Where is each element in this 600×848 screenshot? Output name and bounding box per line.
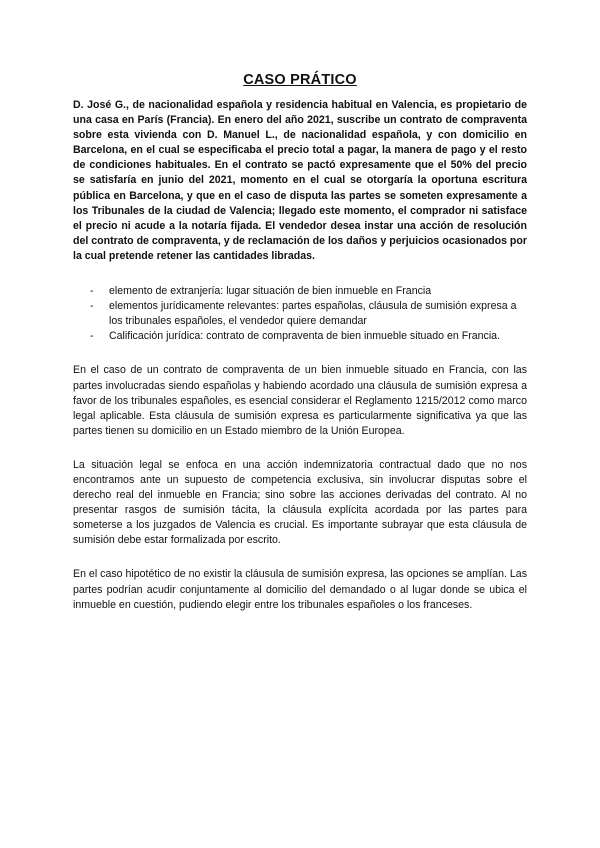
paragraph-legal-situation: La situación legal se enfoca en una acción indemnizatoria contractual dado que no nos encontramos ante un supuesto de competencia exclusiva, sin involucrar disputas sobre el derecho real del inmueble en Francia; sino sobre las acciones derivadas del contrato. Al no presentar rasgos de sumisión tácita, la cláusula explícita acordada por las partes para someterse a los juzgados de Valencia es crucial. Es importante subrayar que esta cláusula de sumisión debe estar formalizada por escrito.	[73, 458, 527, 547]
list-item-text: elemento de extranjería: lugar situación de bien inmueble en Francia	[109, 285, 432, 298]
list-item	[73, 299, 527, 329]
paragraph-hypothetical: En el caso hipotético de no existir la cláusula de sumisión expresa, las opciones se amplían. Las partes podrían acudir conjuntamente al domicilio del demandado o al lugar donde se ubica el inmueble en cuestión, pudiendo elegir entre los tribunales españoles o los franceses.	[73, 568, 527, 611]
list-marker: -	[90, 330, 94, 343]
document-title: CASO PRÁTICO	[243, 72, 357, 88]
list-marker: -	[90, 300, 94, 313]
paragraph-legal-framework: En el caso de un contrato de compraventa de un bien inmueble situado en Francia, con las partes involucradas siendo españolas y habiendo acordado una cláusula de sumisión expresa a favor de los tribunales españoles, es esencial considerar el Reglamento 1215/2012 como marco legal aplicable. Esta cláusula de sumisión expresa es particularmente significativa ya que las partes tienen su domicilio en un Estado miembro de la Unión Europea.	[73, 364, 527, 437]
analysis-list	[73, 284, 527, 344]
case-statement: D. José G., de nacionalidad española y residencia habitual en Valencia, es propietario de una casa en París (Francia). En enero del año 2021, suscribe un contrato de compraventa sobre esta vivienda con D. Manuel L., de nacionalidad española, y con domicilio en Barcelona, en el cual se especificaba el precio total a pagar, la manera de pago y el resto de condiciones habituales. En el contrato se pactó expresamente que el 50% del precio se satisfaría en junio del 2021, momento en el cual se otorgaría la oportuna escritura pública en Barcelona, y que en el caso de disputa las partes se someten expresamente a los Tribunales de la ciudad de Valencia; llegado este momento, el comprador ni satisface el precio ni acude a la notaría fijada. El vendedor desea instar una acción de resolución del contrato de compraventa, y de reclamación de los daños y perjuicios ocasionados por la cual pretende retener las cantidades libradas.	[73, 99, 527, 262]
list-marker: -	[90, 285, 94, 298]
list-item-text: Calificación jurídica: contrato de compraventa de bien inmueble situado en Francia.	[109, 330, 501, 343]
list-item	[73, 329, 527, 344]
list-item	[73, 284, 527, 299]
list-item-text: elementos jurídicamente relevantes: partes españolas, cláusula de sumisión expresa a los tribunales españoles, el vendedor quiere demandar	[109, 300, 517, 328]
document-body	[73, 98, 527, 613]
